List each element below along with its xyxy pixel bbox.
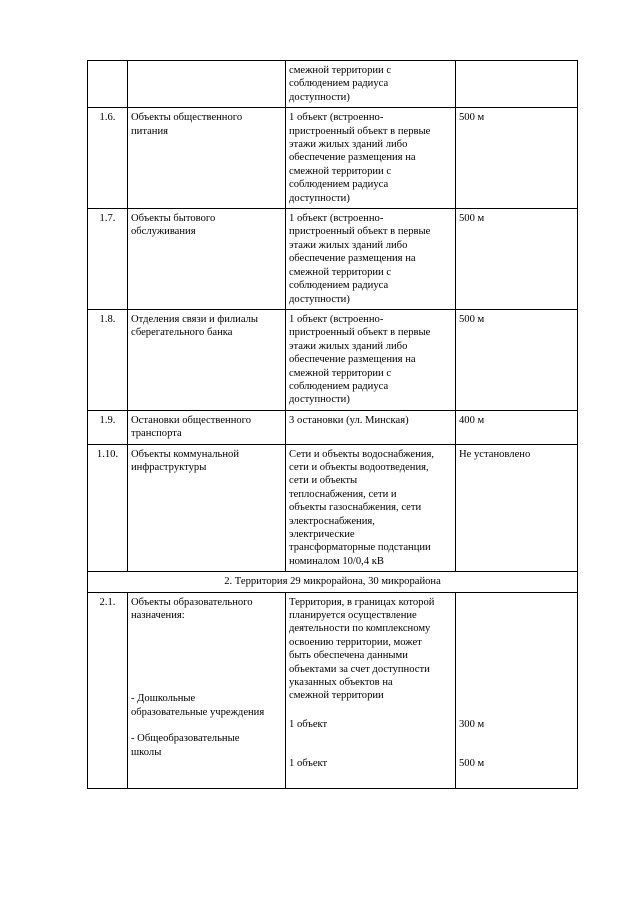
row-number: [88, 61, 128, 108]
radius-cell: 500 м: [456, 209, 578, 310]
provision-cell: 1 объект (встроенно- пристроенный объект в первые этажи жилых зданий либо обеспечение размещения на смежной территории с соблюдением радиуса доступности): [286, 309, 456, 410]
table-row: [88, 108, 578, 209]
table-row: [88, 410, 578, 444]
provision-cell: 1 объект (встроенно- пристроенный объект в первые этажи жилых зданий либо обеспечение размещения на смежной территории с соблюдением радиуса доступности): [286, 108, 456, 209]
table-row: [88, 444, 578, 572]
radius-cell: [456, 592, 578, 788]
table-row: [88, 209, 578, 310]
row-number: 1.8.: [88, 309, 128, 410]
provision-cell: [286, 592, 456, 788]
radius-cell: [456, 61, 578, 108]
row-number: 1.10.: [88, 444, 128, 572]
provision-cell: 3 остановки (ул. Минская): [286, 410, 456, 444]
provision-cell: Сети и объекты водоснабжения, сети и объекты водоотведения, сети и объекты теплоснабжения, сети и объекты газоснабжения, сети электроснабжения, электрические трансформаторные подстанции номиналом 10/0,4 кВ: [286, 444, 456, 572]
table-row: [88, 61, 578, 108]
object-name: Отделения связи и филиалы сберегательного банка: [128, 309, 286, 410]
standards-table: [87, 60, 578, 789]
row-number: 1.7.: [88, 209, 128, 310]
provision-text: Территория, в границах которой планируется осуществление деятельности по комплексному освоению территории, может быть обеспечена данными объектами за счет доступности указанных объектов на смежной территории: [289, 596, 435, 702]
subitem-radius: 500 м: [459, 758, 485, 770]
object-name: [128, 61, 286, 108]
radius-cell: 500 м: [456, 108, 578, 209]
object-name: Объекты коммунальной инфраструктуры: [128, 444, 286, 572]
object-name: Объекты бытового обслуживания: [128, 209, 286, 310]
subitem-provision: 1 объект: [289, 718, 328, 730]
row-number: 2.1.: [88, 592, 128, 788]
provision-cell: смежной территории с соблюдением радиуса доступности): [286, 61, 456, 108]
row-number: 1.9.: [88, 410, 128, 444]
object-name: [128, 592, 286, 788]
radius-cell: Не установлено: [456, 444, 578, 572]
radius-cell: 500 м: [456, 309, 578, 410]
category-name: Объекты образовательного назначения:: [131, 596, 253, 622]
provision-cell: 1 объект (встроенно- пристроенный объект в первые этажи жилых зданий либо обеспечение размещения на смежной территории с соблюдением радиуса доступности): [286, 209, 456, 310]
radius-cell: 400 м: [456, 410, 578, 444]
subitem-name: - Дошкольные образовательные учреждения: [131, 693, 265, 718]
section-title: 2. Территория 29 микрорайона, 30 микрорайона: [88, 572, 578, 592]
table-row: [88, 309, 578, 410]
object-name: Остановки общественного транспорта: [128, 410, 286, 444]
section-header-row: [88, 572, 578, 592]
row-number: 1.6.: [88, 108, 128, 209]
subitem-provision: 1 объект: [289, 758, 328, 770]
object-name: Объекты общественного питания: [128, 108, 286, 209]
subitem-radius: 300 м: [459, 718, 485, 730]
subitem-name: - Общеобразовательные школы: [131, 733, 240, 758]
table-row: [88, 592, 578, 788]
